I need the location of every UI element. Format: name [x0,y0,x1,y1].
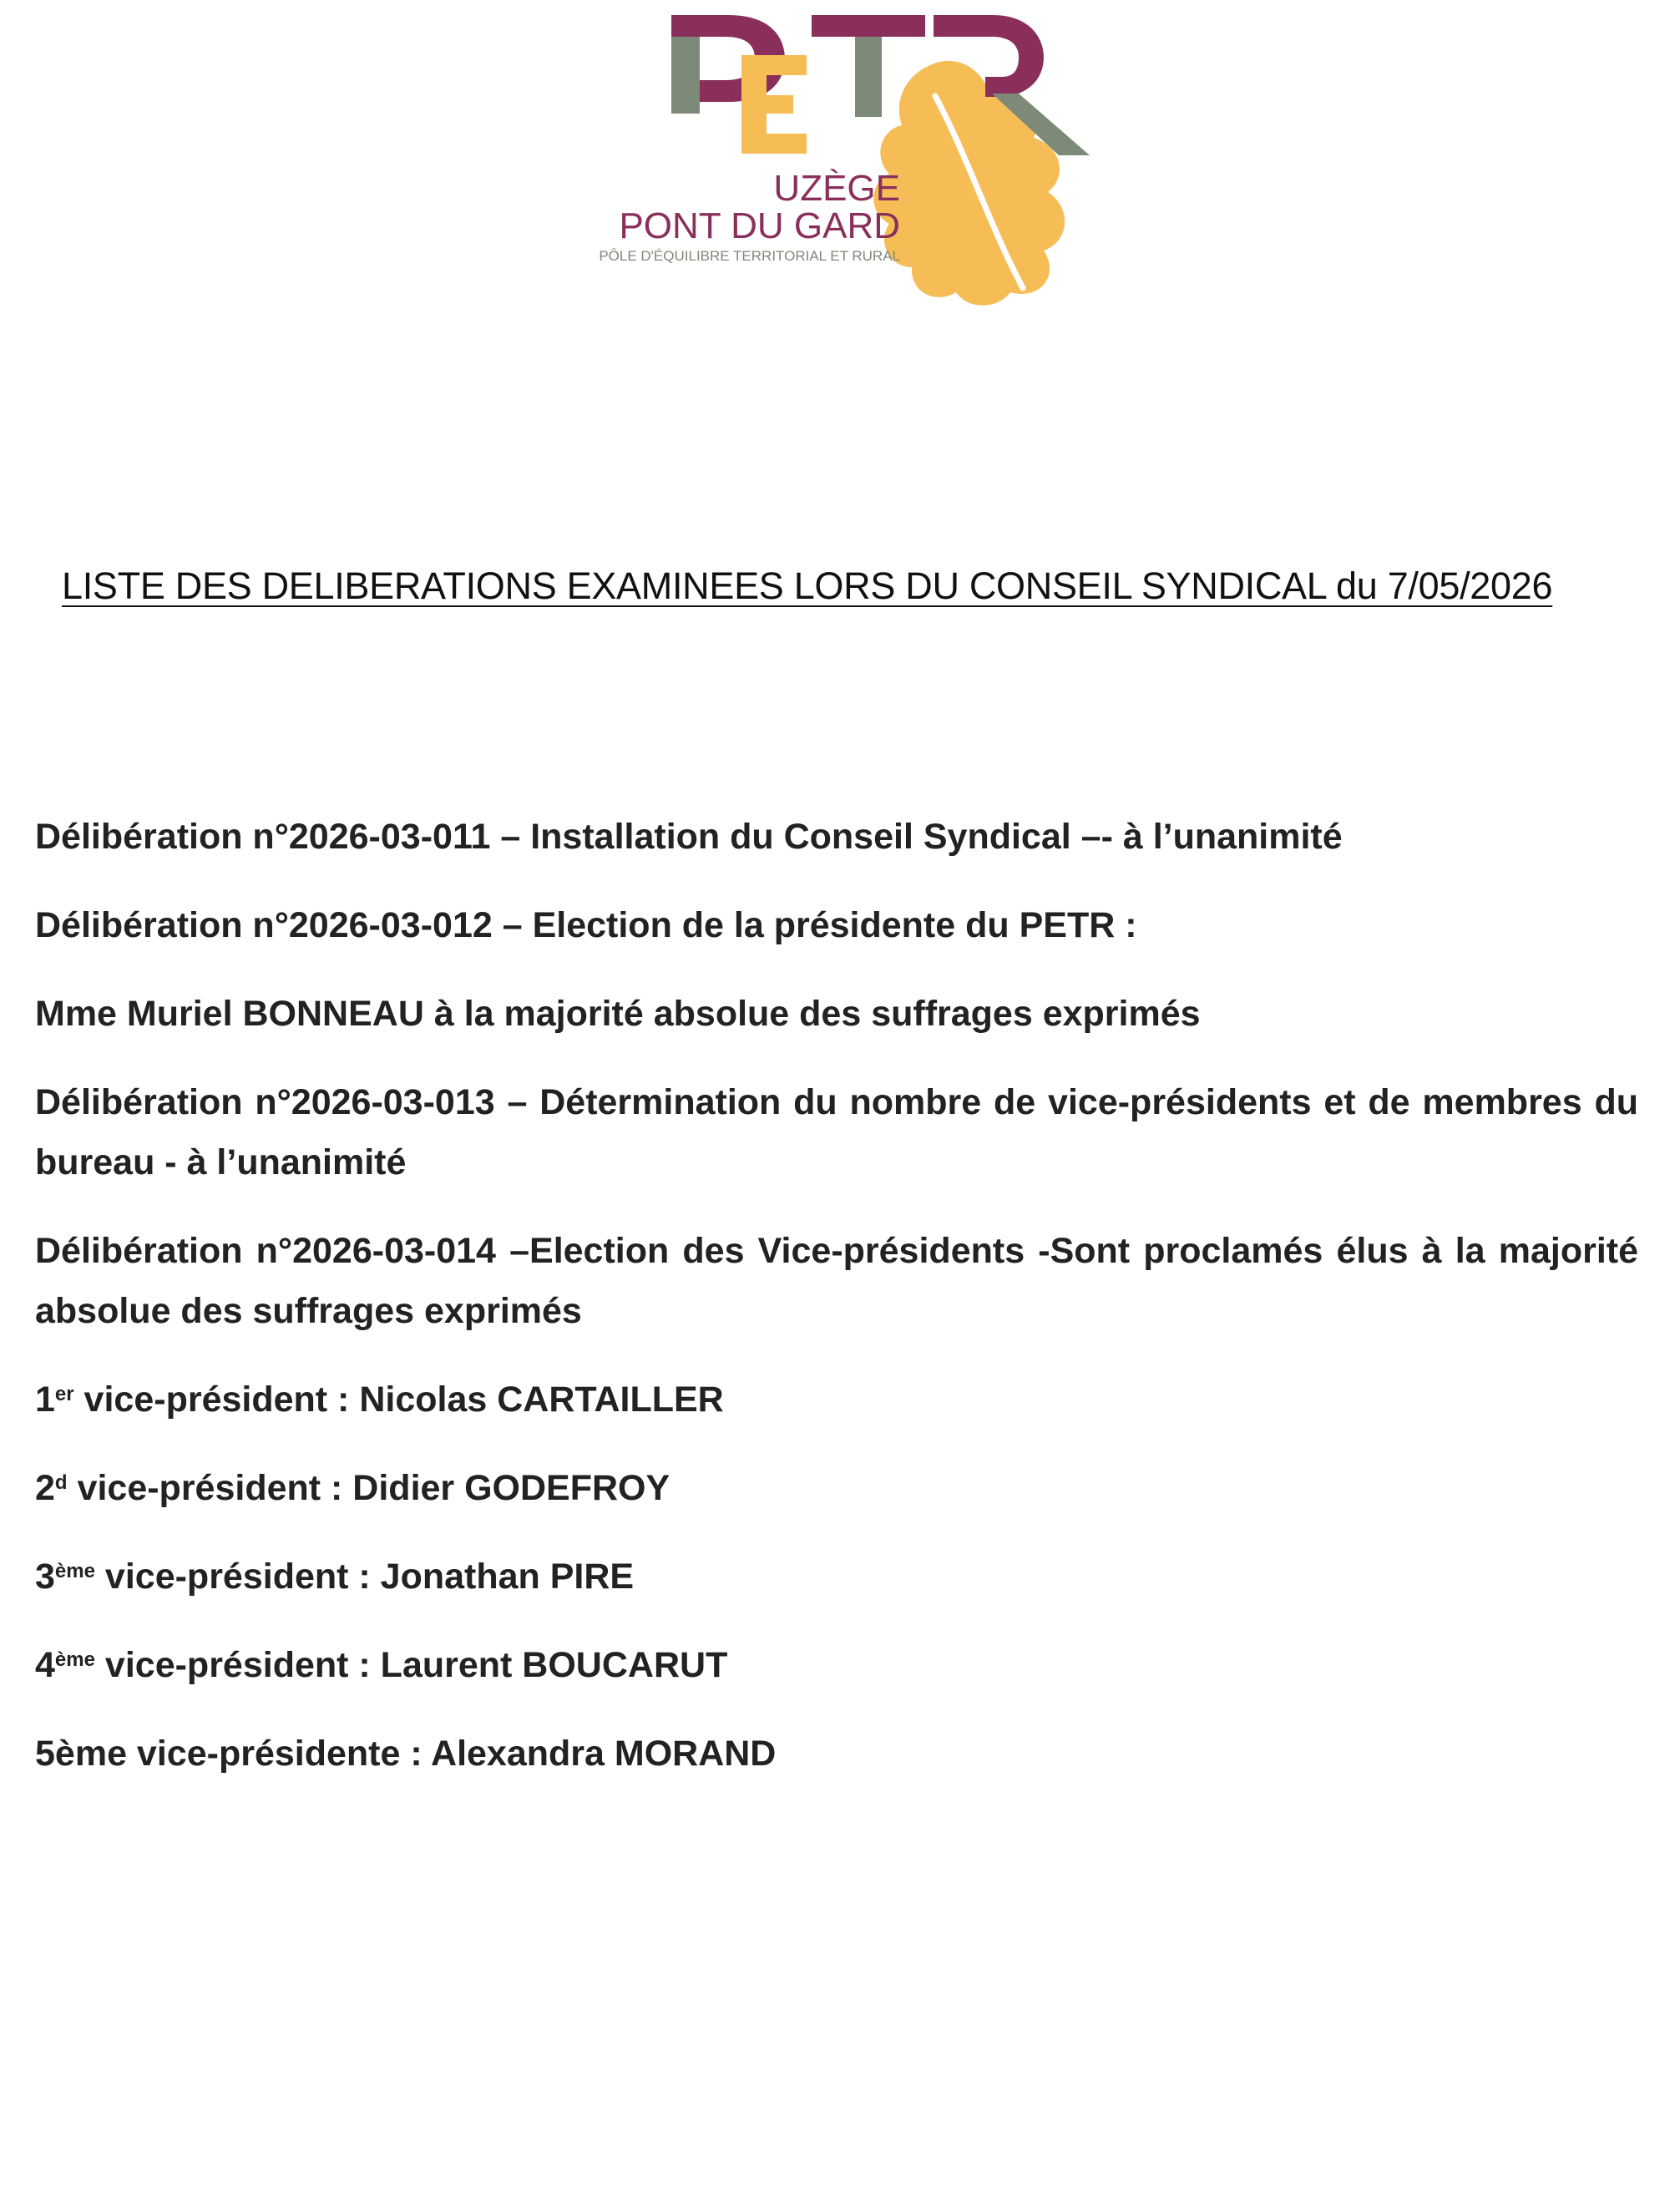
vp-text: vice-présidente : Alexandra MORAND [126,1734,777,1774]
deliberation-013: Délibération n°2026-03-013 – Détermination du nombre de vice-présidents et de membres du bureau - à l’unanimité [35,1082,1638,1182]
vice-president-4 [35,1635,1638,1695]
vp-suffix: d [54,1471,68,1494]
vp-suffix: ème [54,1560,95,1582]
deliberations-list [35,807,1638,1812]
letter-e [741,55,807,154]
deliberation-012: Délibération n°2026-03-012 – Election de la présidente du PETR : [35,905,1137,945]
vp-suffix: ème [54,1648,95,1671]
vp-text: vice-président : Laurent BOUCARUT [94,1645,728,1685]
page-title: LISTE DES DELIBERATIONS EXAMINEES LORS DU CONSEIL SYNDICAL du 7/05/2026 [62,564,1553,607]
vice-president-5 [35,1724,1638,1784]
logo-line1: UZÈGE [773,168,900,209]
logo-line3: PÔLE D'ÉQUILIBRE TERRITORIAL ET RURAL [599,248,900,264]
vp-text: vice-président : Jonathan PIRE [94,1557,635,1597]
petr-logo [534,0,1136,317]
logo-line2: PONT DU GARD [619,205,900,246]
vp-number: 1 [35,1379,55,1420]
vp-number: 4 [35,1645,55,1685]
oak-leaf-icon [873,61,1065,306]
president-elected: Mme Muriel BONNEAU à la majorité absolue des suffrages exprimés [35,994,1201,1034]
deliberation-011: Délibération n°2026-03-011 – Installation du Conseil Syndical –- à l’unanimité [35,817,1343,857]
vice-president-1 [35,1369,1638,1430]
vp-text: vice-président : Didier GODEFROY [67,1468,670,1508]
vp-number: 3 [35,1557,55,1597]
vp-number: 2 [35,1468,55,1508]
vp-suffix: er [54,1383,74,1405]
vp-number: 5ème [35,1734,127,1774]
vice-president-3 [35,1547,1638,1607]
deliberation-014: Délibération n°2026-03-014 –Election des Vice-présidents -Sont proclamés élus à la majorité absolue des suffrages exprimés [35,1231,1638,1331]
vice-president-2 [35,1458,1638,1518]
vp-text: vice-président : Nicolas CARTAILLER [73,1379,724,1420]
